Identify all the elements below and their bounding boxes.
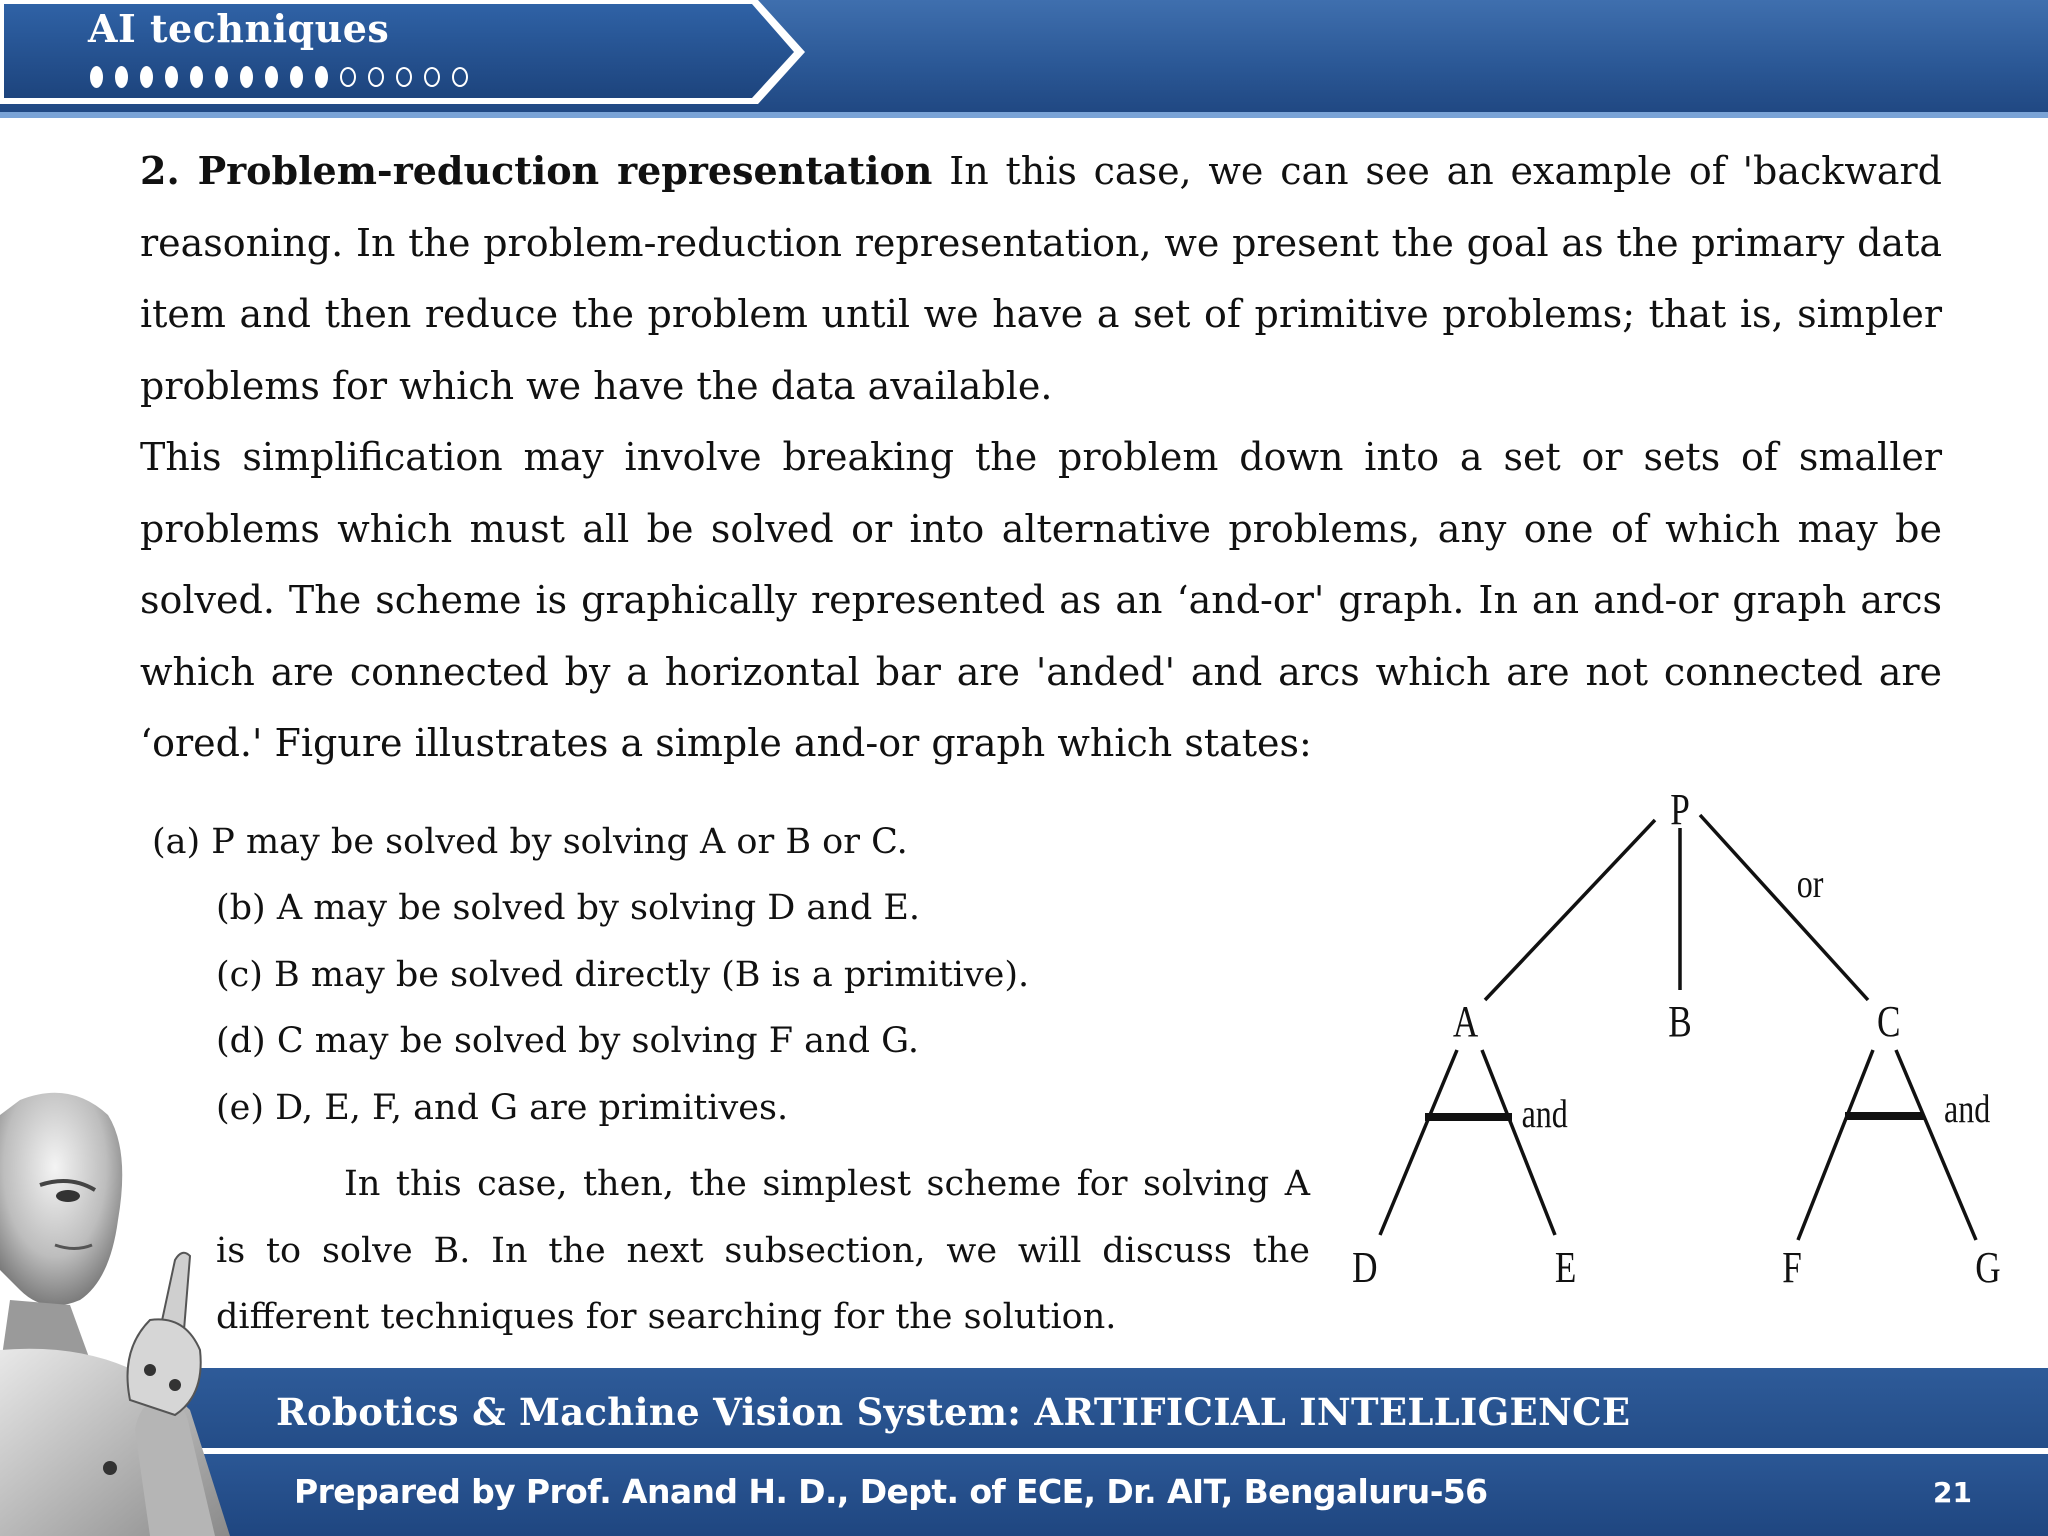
robot-illustration [0,1080,250,1536]
node-c: C [1877,996,1901,1046]
list-item: (a) P may be solved by solving A or B or C. [152,822,908,862]
paragraph-conclusion: In this case, then, the simplest scheme for solving A is to solve B. In the next subsection, we will discuss the different techniques for searching for the solution. [216,1164,1310,1337]
course-title: Robotics & Machine Vision System: ARTIFICIAL INTELLIGENCE [276,1390,1631,1434]
paragraph-body: In this case, we can see an example of 'backward reasoning. In the problem-reduction representation, we present the goal as the primary data item and then reduce the problem until we have a set of primitive problems; that is, simpler problems for which we have the data available. [140,149,1942,408]
paragraph-simplification: This simplification may involve breaking the problem down into a set or sets of smaller problems which must all be solved or into alternative problems, any one of which may be solved. The scheme is graphically represented as an ‘and-or' graph. In an and-or graph arcs which are connected by a horizontal bar are 'anded' and arcs which are not connected are ‘ored.' Figure illustrates a simple and-or graph which states: [140,435,1942,765]
page-number: 21 [1933,1476,1972,1509]
node-b: B [1668,996,1692,1046]
header-underline [0,112,2048,118]
label-or: or [1796,861,1824,906]
edge-a-e [1482,1050,1555,1235]
progress-dot-filled [165,66,178,88]
author-credit: Prepared by Prof. Anand H. D., Dept. of ECE, Dr. AIT, Bengaluru-56 [294,1472,1488,1511]
edge-a-d [1380,1050,1457,1235]
progress-dot-filled [190,66,203,88]
progress-dot-empty [424,67,440,87]
slide-section-title: AI techniques [88,6,390,51]
progress-dot-empty [396,67,412,87]
node-f: F [1782,1242,1802,1292]
paragraph-heading: 2. Problem-reduction representation [140,148,933,193]
paragraph-problem-reduction [140,135,1942,422]
progress-dot-filled [290,66,303,88]
node-g: G [1975,1242,2001,1292]
list-item: (c) B may be solved directly (B is a primitive). [216,955,1030,995]
progress-dot-empty [340,67,356,87]
node-p: P [1670,784,1690,834]
edge-c-f [1798,1050,1873,1240]
node-e: E [1554,1242,1577,1292]
progress-dot-filled [140,66,153,88]
node-d: D [1352,1242,1378,1292]
slide-progress-indicator [90,62,468,92]
list-item: (e) D, E, F, and G are primitives. [216,1088,789,1128]
progress-dot-empty [368,67,384,87]
progress-dot-filled [315,66,328,88]
progress-dot-filled [240,66,253,88]
progress-dot-filled [115,66,128,88]
label-and-left: and [1521,1091,1568,1136]
progress-dot-empty [452,67,468,87]
progress-dot-filled [215,66,228,88]
edge-p-c [1700,815,1868,1000]
label-and-right: and [1944,1086,1991,1131]
list-item: (b) A may be solved by solving D and E. [216,888,921,928]
edge-c-g [1896,1050,1976,1240]
list-item: (d) C may be solved by solving F and G. [216,1021,919,1061]
progress-dot-filled [265,66,278,88]
progress-dot-filled [90,66,103,88]
and-or-graph [1300,770,2040,1310]
node-a: A [1452,996,1479,1046]
edge-p-a [1485,820,1655,1000]
